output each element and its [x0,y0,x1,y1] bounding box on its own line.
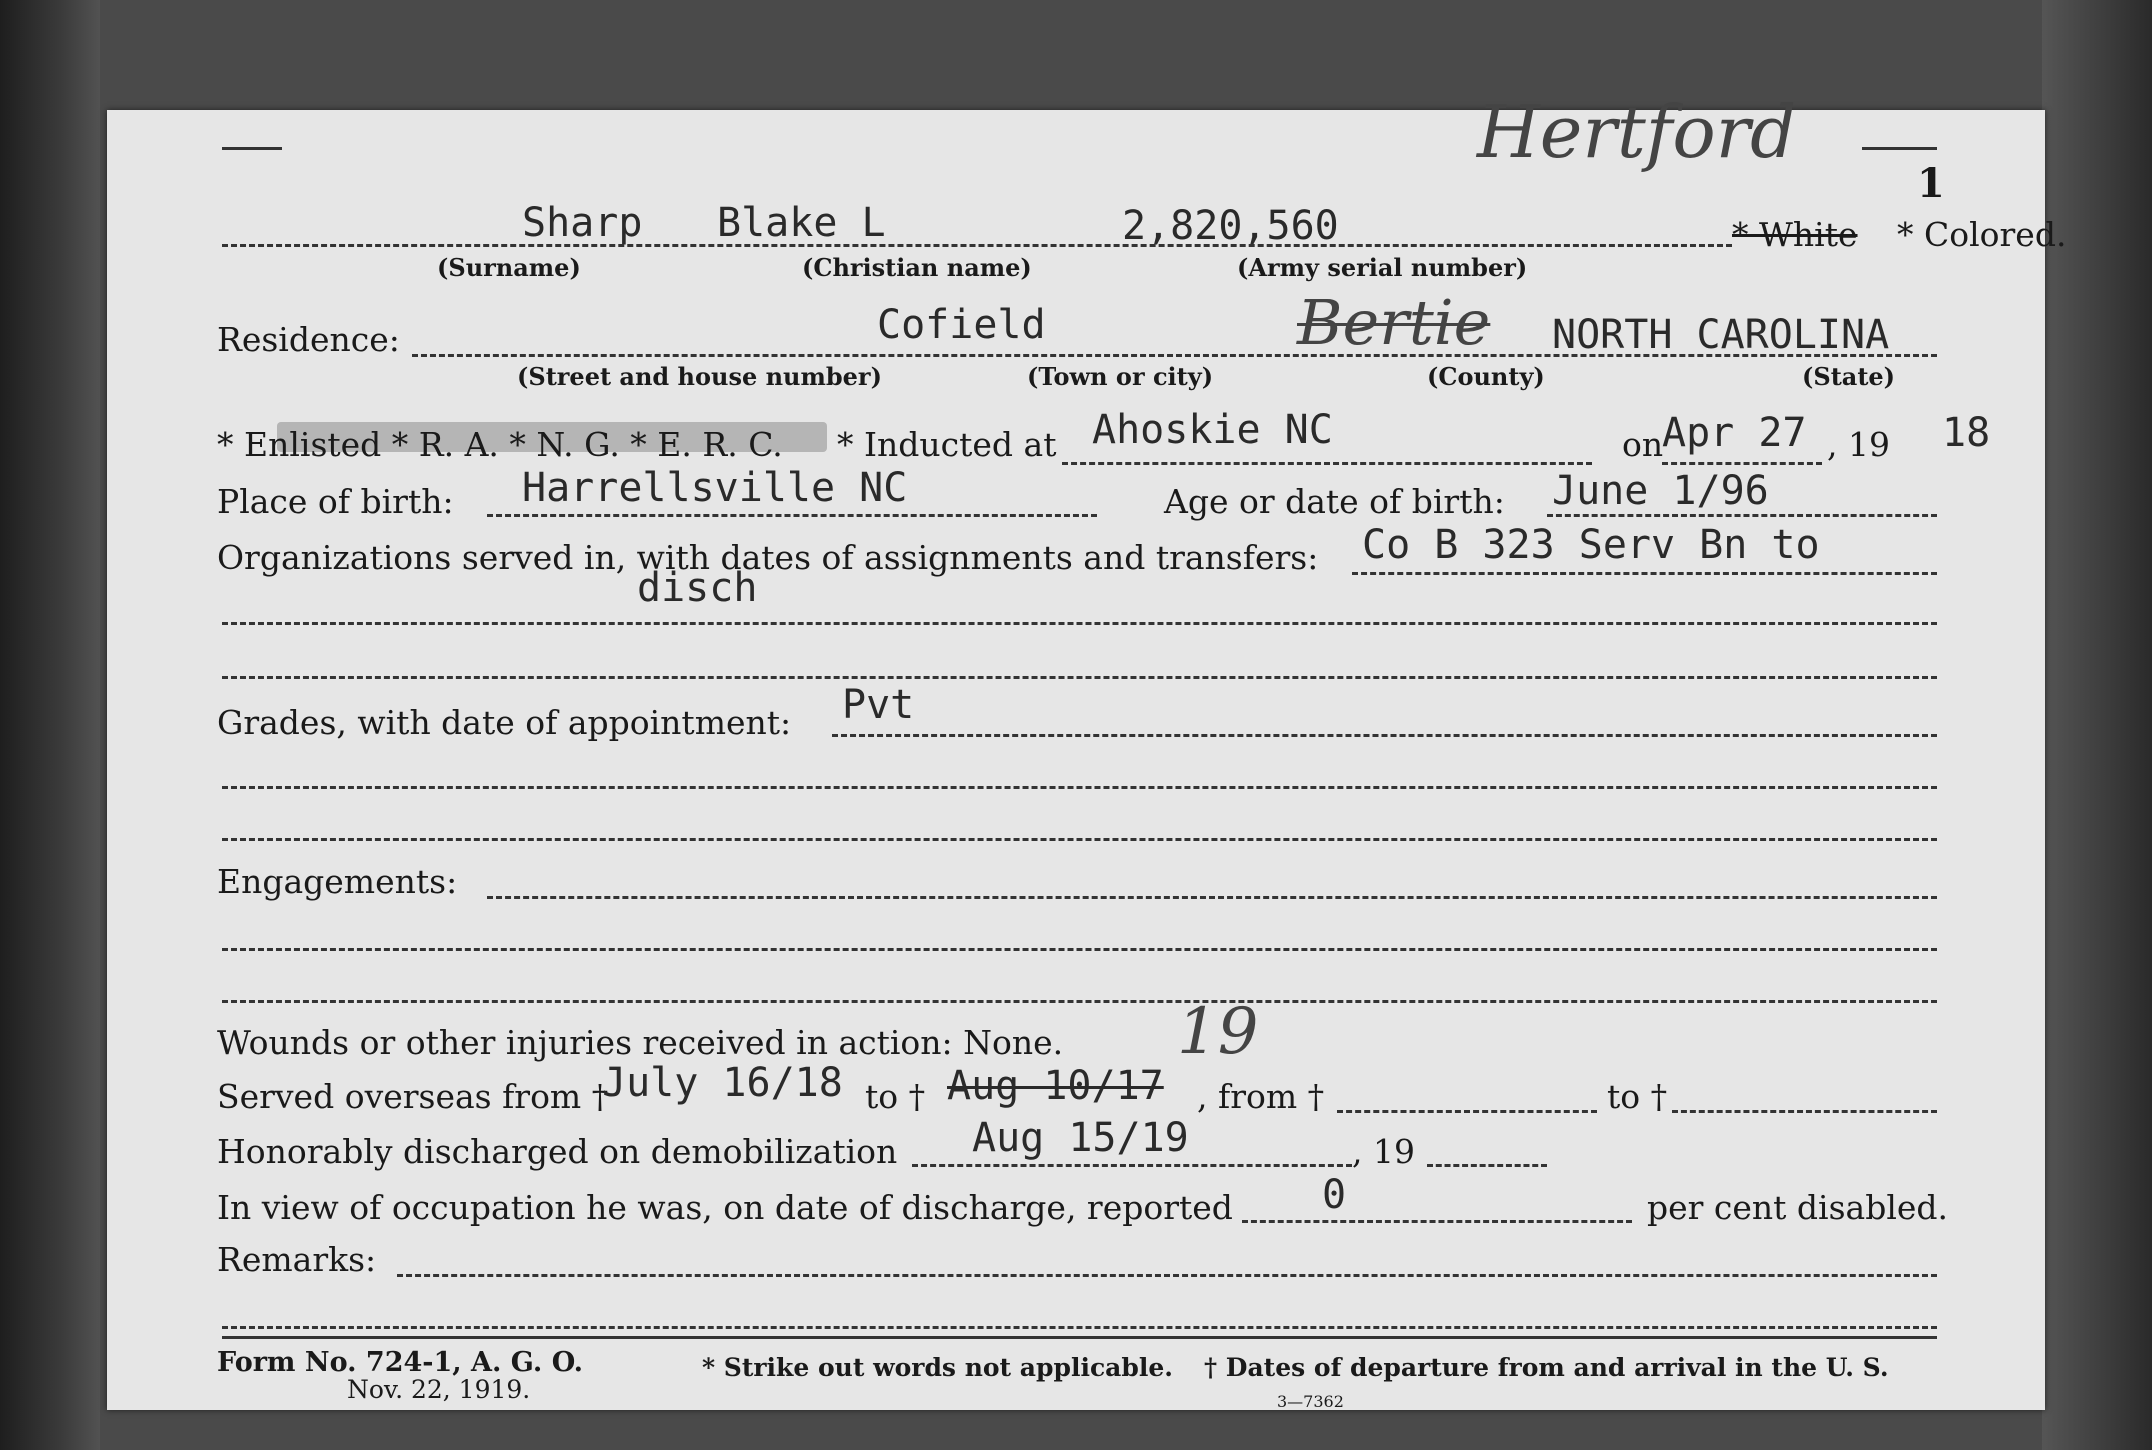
overseas-to-label-2: to † [1607,1077,1668,1116]
town: Cofield [877,302,1046,348]
caption-town: (Town or city) [1027,362,1214,391]
caption-christian: (Christian name) [802,253,1032,282]
orgs-label: Organizations served in, with dates of assignments and transfers: [217,538,1319,577]
caption-serial: (Army serial number) [1237,253,1528,282]
orgs-line1: Co B 323 Serv Bn to [1362,522,1820,568]
caption-state: (State) [1802,362,1896,391]
county-annotation: Hertford [1477,90,1797,174]
caption-county: (County) [1427,362,1545,391]
inducted-year: 18 [1942,410,1991,456]
overseas-from-label-2: , from † [1197,1077,1325,1116]
birth-date: June 1/96 [1552,468,1769,514]
top-left-rule [222,147,282,150]
footnote-strike: * Strike out words not applicable. [702,1353,1173,1382]
overseas-to-correction: 19 [1177,995,1259,1069]
disability-value: 0 [1322,1172,1347,1218]
name-line [222,244,1732,247]
birthplace: Harrellsville NC [522,465,908,511]
year-prefix: , 19 [1827,425,1890,464]
enlisted-label: * Enlisted * R. A. * N. G. * E. R. C. [217,425,783,464]
army-serial-number: 2,820,560 [1122,203,1339,249]
top-right-rule [1862,147,1937,150]
inducted-label: * Inducted at [837,425,1057,464]
disability-label: In view of occupation he was, on date of discharge, reported [217,1188,1233,1227]
remarks-extra-line [222,1326,1937,1329]
disability-line [1242,1220,1632,1223]
overseas-to-label: to † [865,1077,926,1116]
age-label: Age or date of birth: [1164,482,1505,521]
race-colored: * Colored. [1897,215,2067,254]
discharge-line [912,1164,1352,1167]
engagements-extra-line-1 [222,948,1937,951]
birthplace-line [487,514,1097,517]
grades-line [832,734,1937,737]
discharge-date: Aug 15/19 [972,1115,1189,1161]
card-number: 1 [1917,160,1945,207]
grades-extra-line-2 [222,838,1937,841]
print-code: 3—7362 [1277,1392,1344,1411]
residence-label: Residence: [217,320,400,359]
birth-date-line [1547,514,1937,517]
race-white: * White [1732,215,1858,254]
form-number: Form No. 724-1, A. G. O. [217,1347,584,1378]
surname: Sharp [522,200,643,246]
service-record-card [107,90,2067,1411]
birthplace-label: Place of birth: [217,482,454,521]
orgs-line [1352,572,1937,575]
inducted-at: Ahoskie NC [1092,407,1333,453]
engagements-extra-line-2 [222,1000,1937,1003]
residence-line [412,354,1937,357]
overseas-label: Served overseas from † [217,1077,609,1116]
inducted-date: Apr 27 [1662,410,1807,456]
christian-name: Blake L [717,200,886,246]
remarks-label: Remarks: [217,1240,377,1279]
orgs-extra-line-1 [222,622,1937,625]
overseas-to-line-2 [1672,1110,1937,1113]
county-struck: Bertie [1297,286,1491,359]
engagements-line [487,896,1937,899]
wounds-label: Wounds or other injuries received in action: None. [217,1023,1064,1062]
grades-extra-line-1 [222,786,1937,789]
footer-rule [222,1336,1937,1339]
on-label: on [1622,425,1664,464]
grades-label: Grades, with date of appointment: [217,703,792,742]
inducted-date-line [1662,462,1822,465]
state: NORTH CAROLINA [1552,312,1890,358]
grade: Pvt [842,682,915,728]
remarks-line [397,1274,1937,1277]
disability-suffix: per cent disabled. [1647,1188,1949,1227]
inducted-line [1062,462,1592,465]
scan-background-left [0,0,100,1450]
discharge-year-prefix: , 19 [1352,1132,1415,1171]
engagements-label: Engagements: [217,862,458,901]
overseas-from-line-2 [1337,1110,1597,1113]
discharge-year-line [1427,1164,1547,1167]
orgs-extra-line-2 [222,676,1937,679]
caption-street: (Street and house number) [517,362,882,391]
footnote-dates: † Dates of departure from and arrival in the U. S. [1204,1353,1889,1382]
orgs-line2: disch [637,565,758,611]
caption-surname: (Surname) [437,253,581,282]
discharge-label: Honorably discharged on demobilization [217,1132,898,1171]
form-date: Nov. 22, 1919. [347,1375,531,1404]
overseas-from: July 16/18 [602,1060,843,1106]
overseas-to: Aug 10/17 [947,1063,1164,1109]
